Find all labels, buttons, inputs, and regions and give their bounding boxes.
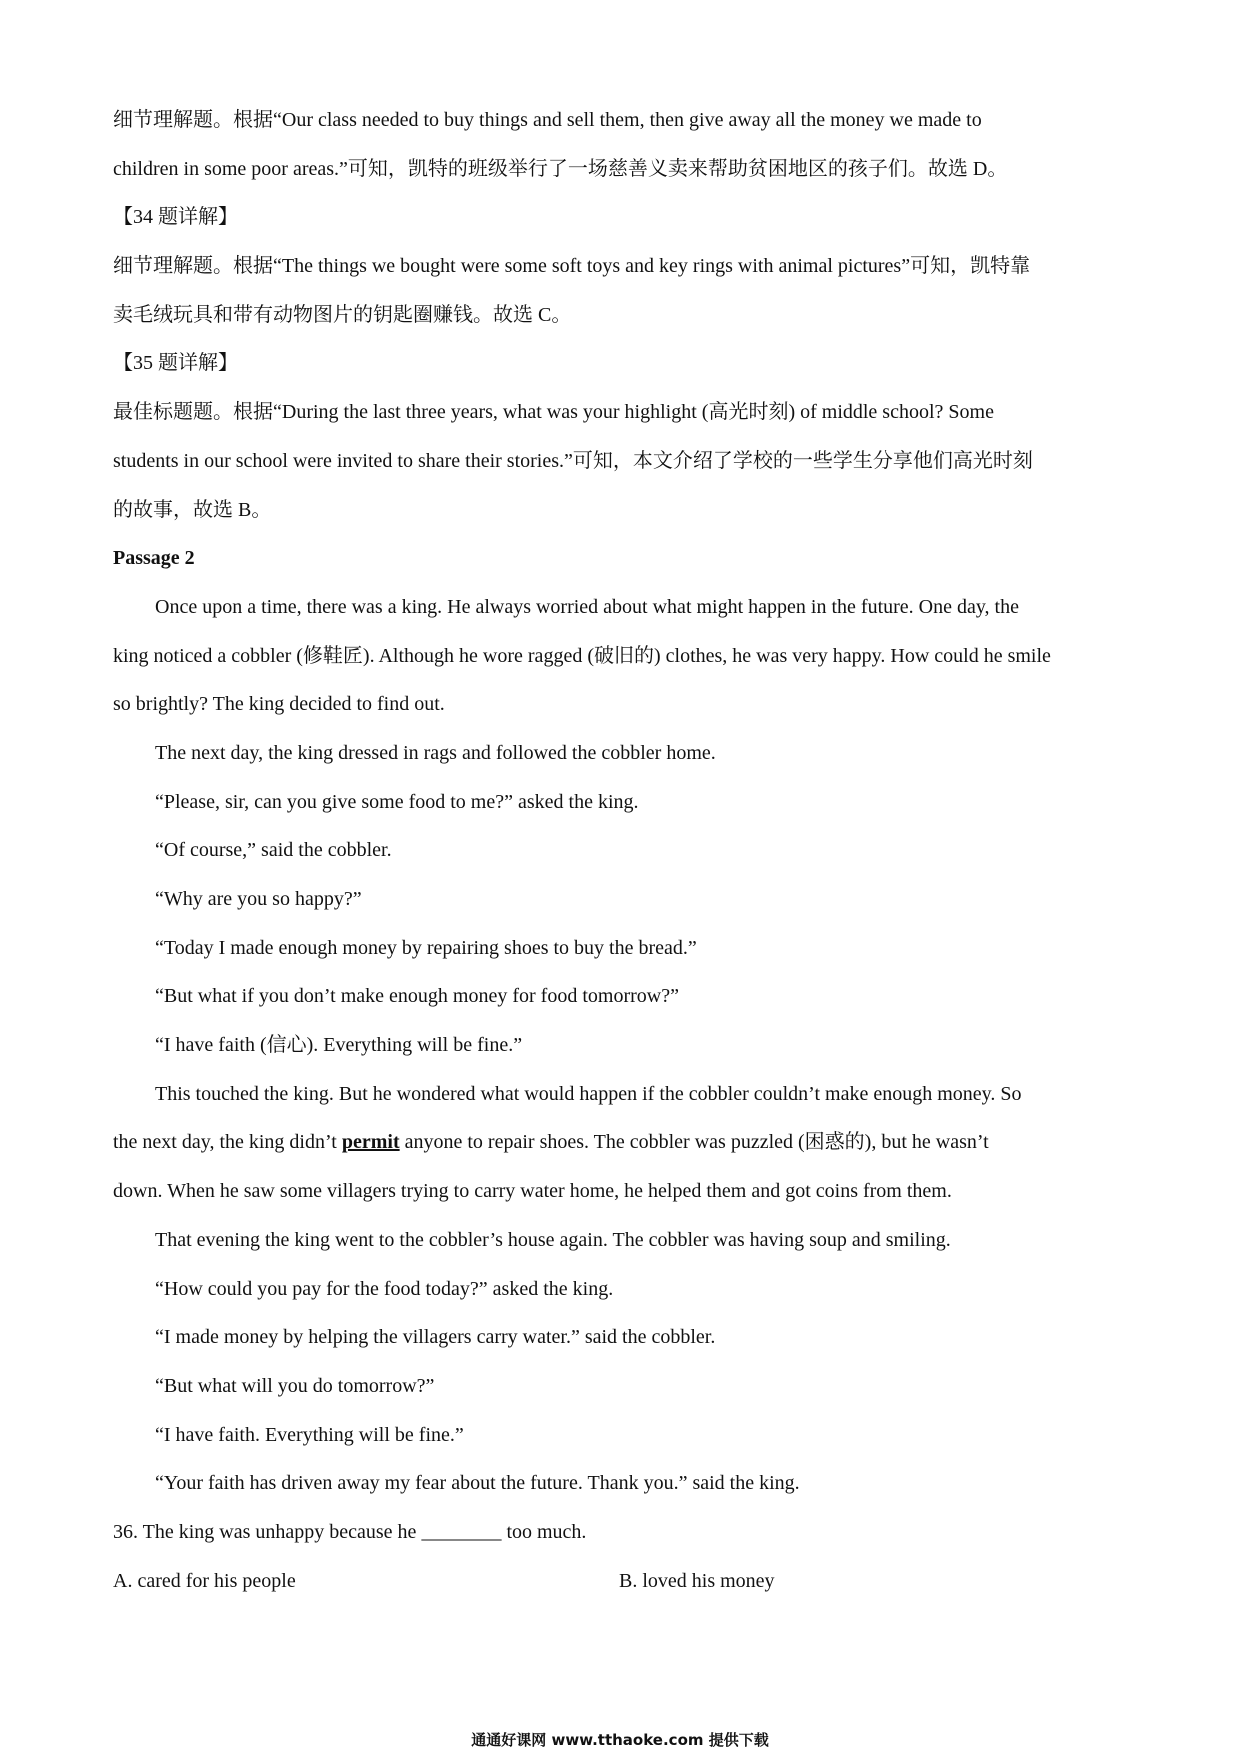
passage-paragraph-1-line-1: Once upon a time, there was a king. He always worried about what might happen in the future. One day, the bbox=[155, 595, 1019, 618]
paragraph-3-line-2-after: anyone to repair shoes. The cobbler was puzzled (困惑的), but he wasn’t bbox=[399, 1131, 989, 1154]
q33-explanation-line-1: 细节理解题。根据“Our class needed to buy things and sell them, then give away all the money we made to bbox=[113, 109, 982, 131]
q34-explanation-line-1: 细节理解题。根据“The things we bought were some soft toys and key rings with animal pictures”可知，凯特靠 bbox=[113, 255, 1031, 278]
dialogue-line-8: “I made money by helping the villagers carry water.” said the cobbler. bbox=[155, 1326, 716, 1349]
passage-paragraph-3-line-2 bbox=[113, 1118, 1133, 1167]
question-36-options bbox=[113, 1557, 1133, 1606]
passage-paragraph-1-line-3: so brightly? The king decided to find out. bbox=[113, 693, 445, 716]
passage-paragraph-2: The next day, the king dressed in rags and followed the cobbler home. bbox=[155, 741, 716, 764]
dialogue-line-7: “How could you pay for the food today?” asked the king. bbox=[155, 1277, 614, 1300]
q35-heading: 【35 题详解】 bbox=[113, 352, 238, 375]
passage-paragraph-3-line-3: down. When he saw some villagers trying to carry water home, he helped them and got coins from them. bbox=[113, 1180, 952, 1203]
dialogue-line-2: “Of course,” said the cobbler. bbox=[155, 839, 392, 862]
dialogue-line-10: “I have faith. Everything will be fine.” bbox=[155, 1423, 464, 1446]
passage-title: Passage 2 bbox=[113, 547, 195, 570]
question-36-option-a: A. cared for his people bbox=[113, 1569, 296, 1592]
dialogue-line-3: “Why are you so happy?” bbox=[155, 888, 362, 910]
passage-paragraph-3-line-1: This touched the king. But he wondered what would happen if the cobbler couldn’t make enough money. So bbox=[155, 1082, 1022, 1105]
paragraph-3-line-2-before: the next day, the king didn’t bbox=[113, 1131, 342, 1154]
passage-paragraph-4: That evening the king went to the cobbler’s house again. The cobbler was having soup and smiling. bbox=[155, 1228, 951, 1251]
dialogue-line-6: “I have faith (信心). Everything will be fine.” bbox=[155, 1034, 523, 1057]
dialogue-line-5: “But what if you don’t make enough money for food tomorrow?” bbox=[155, 985, 679, 1008]
q35-explanation-line-3: 的故事，故选 B。 bbox=[113, 498, 272, 521]
q34-explanation-line-2: 卖毛绒玩具和带有动物图片的钥匙圈赚钱。故选 C。 bbox=[113, 303, 572, 326]
q33-explanation-line-2: children in some poor areas.”可知，凯特的班级举行了一场慈善义卖来帮助贫困地区的孩子们。故选 D。 bbox=[113, 157, 1008, 180]
question-36-stem: 36. The king was unhappy because he ________ too much. bbox=[113, 1520, 587, 1543]
q34-heading: 【34 题详解】 bbox=[113, 206, 238, 229]
q35-explanation-line-1: 最佳标题题。根据“During the last three years, what was your highlight (高光时刻) of middle school? Some bbox=[113, 401, 994, 424]
question-36-option-b: B. loved his money bbox=[619, 1569, 775, 1592]
underlined-word-permit: permit bbox=[341, 1131, 400, 1154]
dialogue-line-9: “But what will you do tomorrow?” bbox=[155, 1374, 435, 1397]
q35-explanation-line-2: students in our school were invited to share their stories.”可知，本文介绍了学校的一些学生分享他们高光时刻 bbox=[113, 449, 1033, 472]
document-page bbox=[113, 96, 1133, 1605]
dialogue-line-11: “Your faith has driven away my fear about the future. Thank you.” said the king. bbox=[155, 1472, 800, 1495]
page-footer: 通通好课网 www.tthaoke.com 提供下载 bbox=[471, 1731, 769, 1749]
dialogue-line-4: “Today I made enough money by repairing shoes to buy the bread.” bbox=[155, 936, 697, 959]
passage-paragraph-1-line-2: king noticed a cobbler (修鞋匠). Although he wore ragged (破旧的) clothes, he was very happy. How could he smile bbox=[113, 644, 1051, 667]
dialogue-line-1: “Please, sir, can you give some food to me?” asked the king. bbox=[155, 790, 639, 813]
